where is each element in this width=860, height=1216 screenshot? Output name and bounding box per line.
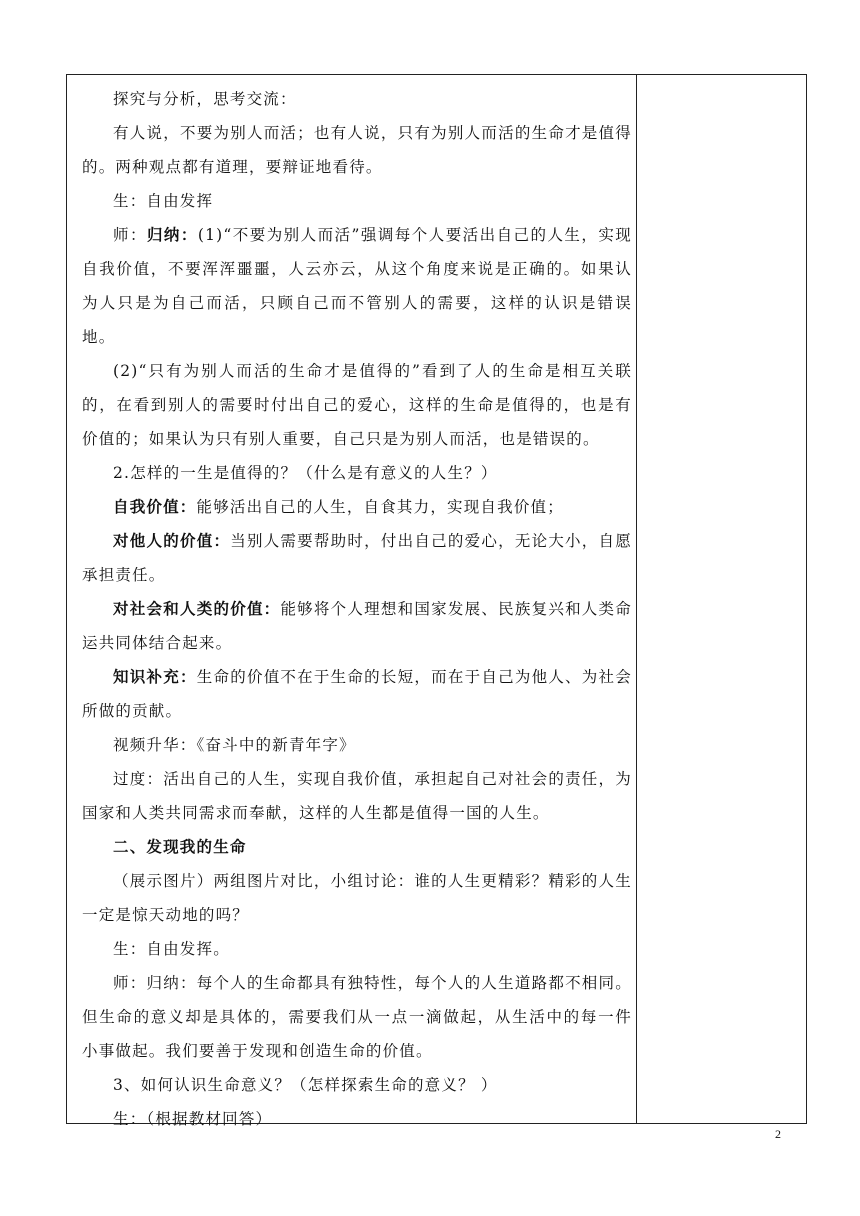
bold-lead: 归纳：	[146, 225, 198, 244]
paragraph-viewpoints	[82, 116, 632, 184]
paragraph-teacher-summary-1	[82, 218, 632, 354]
paragraph-text: (2)“只有为别人而活的生命才是值得的”看到了人的生命是相互关联的，在看到别人的需要时付出自己的爱心，这样的生命是值得的，也是有价值的；如果认为只有别人重要，自己只是为别人而活，也是错误的。	[82, 362, 632, 448]
paragraph-question-3	[82, 1068, 632, 1102]
paragraph-student-3	[82, 1102, 632, 1136]
paragraph-others-value	[82, 524, 632, 592]
paragraph-text: 生：自由发挥	[113, 192, 214, 210]
paragraph-self-value	[82, 490, 632, 524]
paragraph-question-2	[82, 456, 632, 490]
bold-lead: 对社会和人类的价值：	[113, 599, 281, 618]
bold-lead: 知识补充：	[113, 667, 197, 686]
paragraph-video	[82, 728, 632, 762]
paragraph-text: 能够活出自己的人生，自食其力，实现自我价值；	[196, 498, 564, 516]
paragraph-teacher-summary-2	[82, 966, 632, 1068]
paragraph-text: 生：自由发挥。	[113, 940, 230, 958]
paragraph-text: 师：归纳：每个人的生命都具有独特性，每个人的人生道路都不相同。但生命的意义却是具体的，需要我们从一点一滴做起，从生活中的每一件小事做起。我们要善于发现和创造生命的价值。	[82, 974, 632, 1060]
paragraph-explore	[82, 82, 632, 116]
paragraph-student-2	[82, 932, 632, 966]
paragraph-text: （展示图片）两组图片对比，小组讨论：谁的人生更精彩？精彩的人生一定是惊天动地的吗？	[82, 872, 632, 924]
paragraph-text: 过度：活出自己的人生，实现自我价值，承担起自己对社会的责任，为国家和人类共同需求而奉献，这样的人生都是值得一国的人生。	[82, 770, 632, 822]
paragraph-text: 生命的价值不在于生命的长短，而在于自己为他人、为社会所做的贡献。	[82, 668, 632, 720]
paragraph-text: 当别人需要帮助时，付出自己的爱心，无论大小，自愿承担责任。	[82, 532, 632, 584]
paragraph-text: 2.怎样的一生是值得的？（什么是有意义的人生？）	[113, 464, 498, 482]
paragraph-text: 探究与分析，思考交流：	[113, 90, 297, 108]
page-number: 2	[775, 1127, 781, 1141]
paragraph-student-1	[82, 184, 632, 218]
lesson-content-cell	[82, 82, 632, 1136]
paragraph-text: 视频升华：《奋斗中的新青年字》	[113, 736, 356, 754]
paragraph-text: 生：（根据教材回答）	[113, 1110, 273, 1128]
speaker-label: 师：	[113, 226, 147, 244]
section-heading-discover-life	[82, 830, 632, 864]
section-heading-text: 二、发现我的生命	[113, 837, 247, 856]
paragraph-transition	[82, 762, 632, 830]
paragraph-knowledge-supplement	[82, 660, 632, 728]
paragraph-text: (1)“不要为别人而活”强调每个人要活出自己的人生，实现自我价值，不要浑浑噩噩，人云亦云，从这个角度来说是正确的。如果认为人只是为自己而活，只顾自己而不管别人的需要，这样的认识是错误地。	[82, 226, 633, 346]
paragraph-text: 有人说，不要为别人而活；也有人说，只有为别人而活的生命才是值得的。两种观点都有道理，要辩证地看待。	[82, 124, 632, 176]
paragraph-society-value	[82, 592, 632, 660]
bold-lead: 对他人的价值：	[113, 531, 231, 550]
table-column-divider	[636, 74, 637, 1124]
paragraph-picture-discussion	[82, 864, 632, 932]
paragraph-text: 3、如何认识生命意义？（怎样探索生命的意义？ ）	[113, 1076, 498, 1094]
paragraph-text: 能够将个人理想和国家发展、民族复兴和人类命运共同体结合起来。	[82, 600, 632, 652]
paragraph-point-2	[82, 354, 632, 456]
bold-lead: 自我价值：	[113, 497, 197, 516]
